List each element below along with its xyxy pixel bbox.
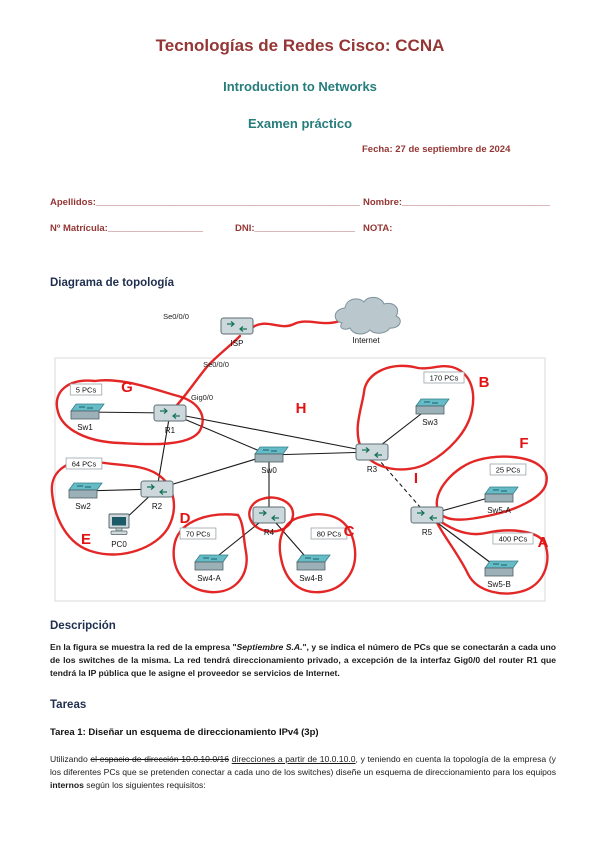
text-run: , y teniendo en cuenta la topología de la empresa (y los diferentes PCs que se pretenden conectar a cada uno de los switches) diseñe un esquema de direccionamiento para los equipos: [50, 754, 556, 777]
text-run: el espacio de dirección 10.0.10.0/16: [90, 754, 230, 764]
router-icon-r5: [411, 507, 443, 537]
pc-icon-pc0: [109, 514, 129, 549]
switch-icon-sw4-b: [297, 555, 330, 583]
description-paragraph: [50, 641, 556, 680]
dni-blank-line: ___________________: [254, 223, 355, 234]
apellidos-blank-line: __________________________________________________: [95, 197, 361, 208]
nota-label: NOTA:: [363, 223, 393, 234]
port-label: Se0/0/0: [203, 360, 229, 369]
node-label: PC0: [111, 540, 127, 549]
link-r3-r5: [372, 452, 427, 515]
pc-count-label: 25 PCs: [495, 465, 521, 475]
annotation-letter-A: A: [537, 534, 549, 551]
port-label: Gig0/0: [190, 393, 214, 402]
apellidos-label: Apellidos:: [50, 197, 96, 208]
annotation-letter-G: G: [121, 379, 133, 396]
document-subtitle-2: Examen práctico: [247, 116, 353, 131]
switch-icon-sw1: [71, 404, 104, 432]
node-label: Sw5-B: [487, 580, 511, 589]
annotation-letter-C: C: [343, 523, 355, 540]
text-run: internos: [50, 779, 84, 790]
pen-link-isp-internet: [253, 320, 342, 327]
tasks-heading: Tareas: [50, 699, 87, 711]
port-label: Se0/0/0: [163, 312, 189, 321]
exam-date: Fecha: 27 de septiembre de 2024: [362, 144, 511, 155]
switch-icon-sw5-a: [485, 487, 518, 515]
matricula-blank-line: __________________: [107, 223, 203, 234]
pc-count-label: 400 PCs: [498, 534, 528, 544]
node-label: R2: [151, 502, 163, 511]
switch-icon-sw4-a: [195, 555, 228, 583]
node-label: Sw5-A: [487, 506, 511, 515]
text-run: En la figura se muestra la red de la empresa ": [50, 642, 237, 652]
pc-count-label: 64 PCs: [71, 459, 97, 469]
task1-heading: Tarea 1: Diseñar un esquema de direccionamiento IPv4 (3p): [50, 727, 319, 738]
document-title: Tecnologías de Redes Cisco: CCNA: [155, 36, 445, 55]
dni-label: DNI:: [235, 223, 255, 234]
topology-heading: Diagrama de topología: [50, 277, 174, 289]
node-label: Sw0: [261, 466, 277, 475]
text-run: direcciones a partir de 10.0.10.0: [231, 754, 356, 764]
text-run: Utilizando: [50, 754, 91, 764]
link-r1-r3: [170, 413, 372, 452]
pc-count-label: 170 PCs: [429, 373, 459, 383]
annotation-letter-D: D: [179, 510, 191, 527]
nombre-label: Nombre:: [363, 197, 403, 208]
cloud-icon-internet: [335, 297, 400, 345]
node-label: R1: [164, 426, 176, 435]
node-label: Sw3: [422, 418, 438, 427]
annotation-letter-I: I: [413, 470, 419, 487]
text-run: ", y se indica el número de PCs que se conectarán a cada uno de los switches de la misma. La red tendrá direccionamiento privado, a excepción de la interfaz Gig0/0 del router R1 que tendrá la IP pública que le asigne el proveedor se servicios de Internet.: [50, 642, 556, 678]
annotation-letter-H: H: [295, 400, 307, 417]
description-heading: Descripción: [50, 620, 116, 632]
node-label: Sw4-A: [197, 574, 221, 583]
node-label: R5: [421, 528, 433, 537]
annotation-letter-E: E: [80, 531, 92, 548]
annotation-letter-F: F: [519, 435, 529, 452]
node-label: Sw2: [75, 502, 91, 511]
switch-icon-sw2: [69, 483, 102, 511]
pc-count-label: 80 PCs: [316, 529, 342, 539]
pc-count-label: 70 PCs: [185, 529, 211, 539]
task1-paragraph: [50, 753, 556, 792]
switch-icon-sw3: [416, 399, 449, 427]
router-icon-r1: [154, 405, 186, 435]
switch-icon-sw0: [255, 447, 288, 475]
annotation-letter-B: B: [478, 374, 490, 391]
node-label: Sw4-B: [299, 574, 323, 583]
node-label: R3: [366, 465, 378, 474]
matricula-label: Nº Matrícula:: [50, 223, 108, 234]
node-label: Internet: [352, 336, 380, 345]
node-label: Sw1: [77, 423, 93, 432]
text-run: según los siguientes requisitos:: [83, 779, 206, 790]
switch-icon-sw5-b: [485, 561, 518, 589]
node-label: R4: [263, 528, 275, 537]
router-icon-isp: [221, 318, 253, 348]
router-icon-r3: [356, 444, 388, 474]
node-label: ISP: [230, 339, 244, 348]
nombre-blank-line: ____________________________: [402, 197, 550, 208]
pc-count-label: 5 PCs: [75, 385, 97, 395]
router-icon-r2: [141, 481, 173, 511]
router-icon-r4: [253, 507, 285, 537]
link-r2-sw0: [157, 455, 269, 489]
document-subtitle: Introduction to Networks: [223, 79, 377, 94]
text-run: Septiembre S.A.: [236, 642, 303, 652]
